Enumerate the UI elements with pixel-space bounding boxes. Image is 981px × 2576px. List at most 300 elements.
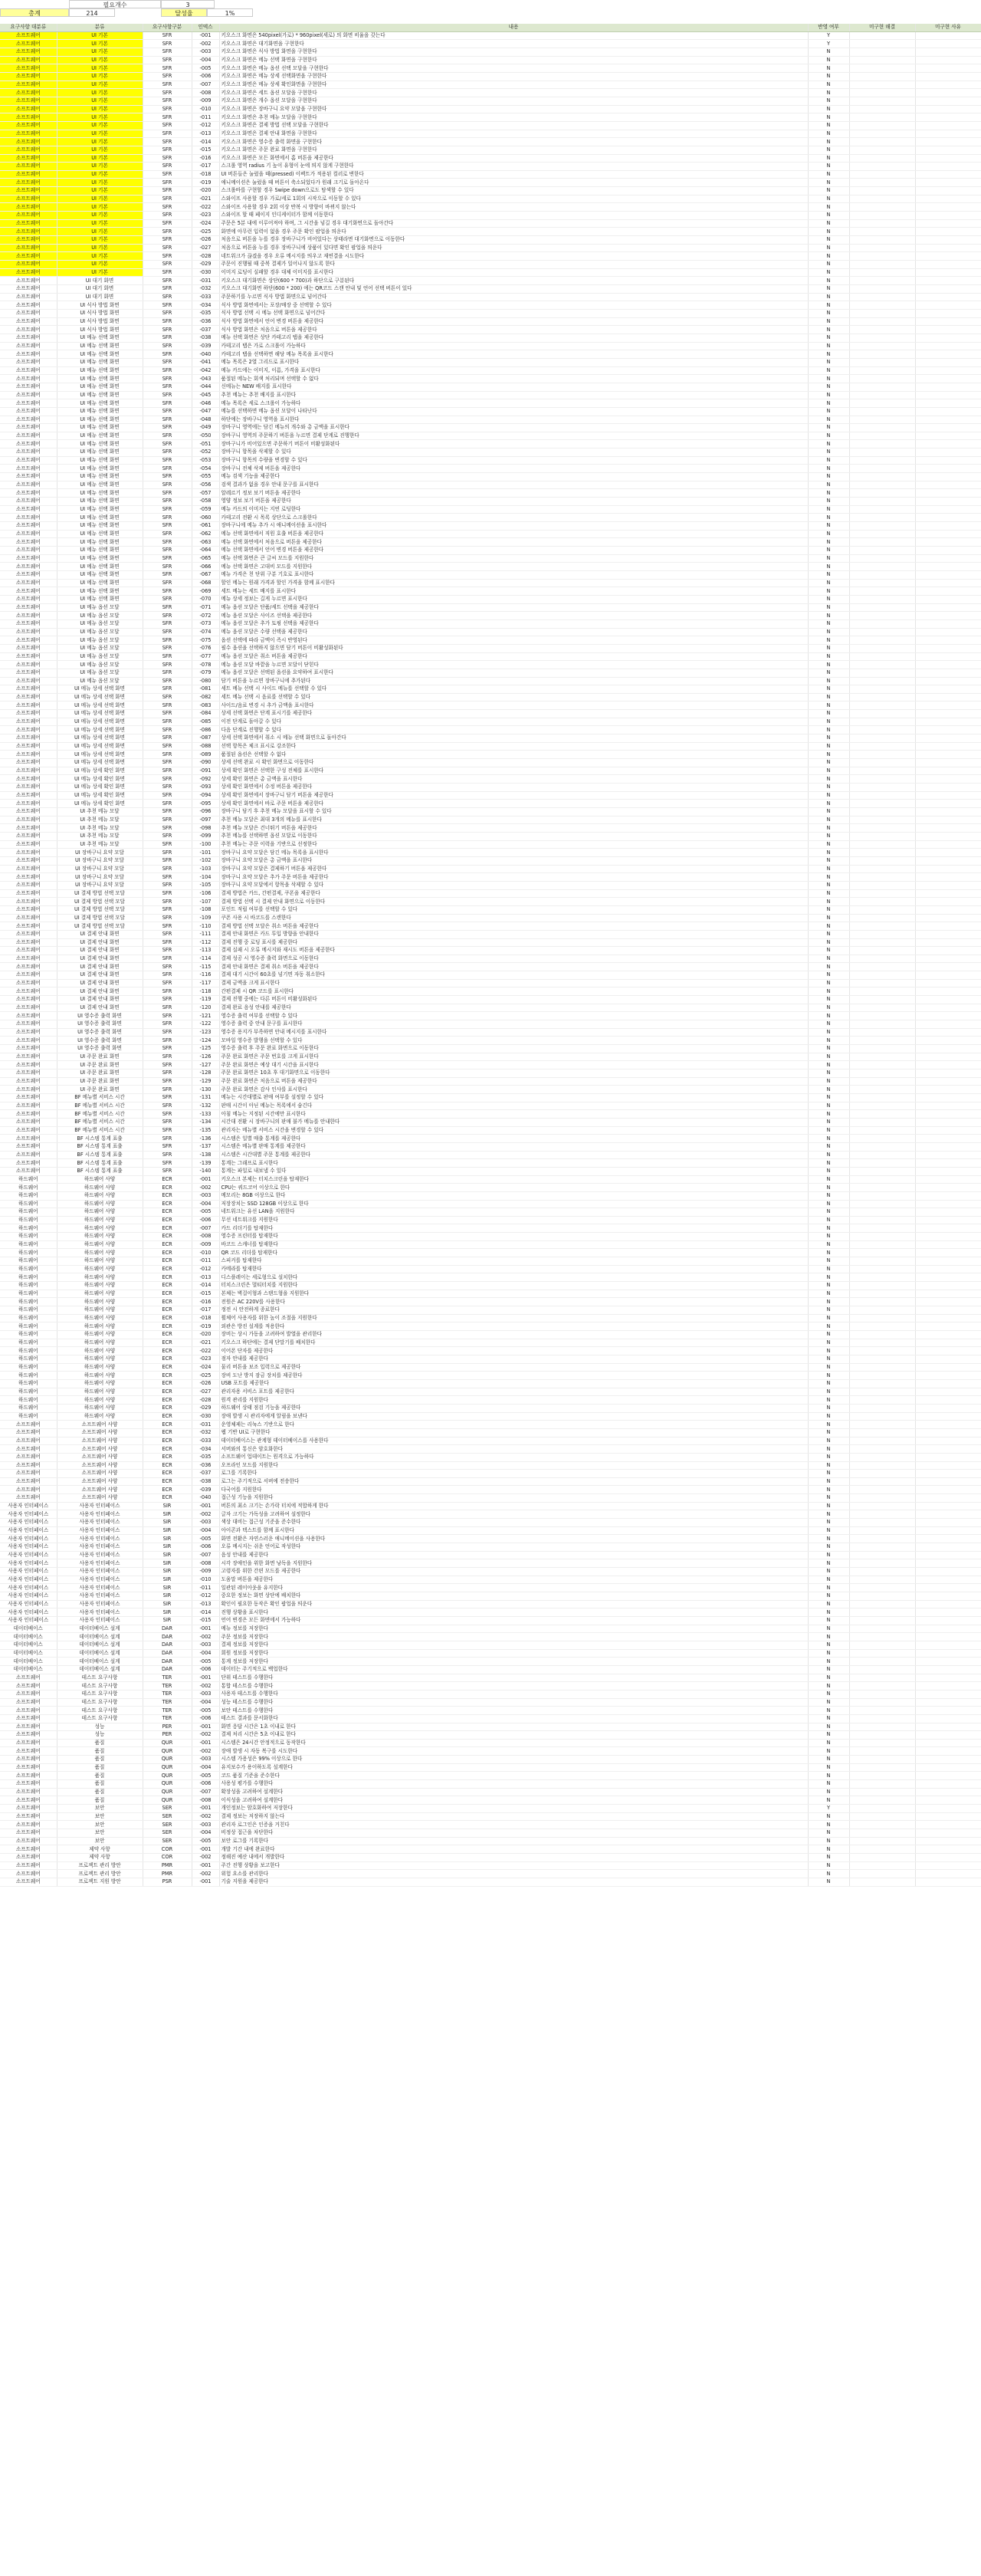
applied-cell[interactable]: N xyxy=(808,1045,849,1053)
unresolved-reason-cell[interactable] xyxy=(915,1020,981,1029)
content-cell[interactable]: 전원은 AC 220V를 사용한다 xyxy=(219,1298,808,1306)
content-cell[interactable]: 글자 크기는 가독성을 고려하여 설정한다 xyxy=(219,1510,808,1519)
unresolved-reason-cell[interactable] xyxy=(915,734,981,743)
category-cell[interactable]: 소프트웨어 xyxy=(0,261,57,269)
category-cell[interactable]: 소프트웨어 xyxy=(0,1772,57,1780)
applied-cell[interactable]: N xyxy=(808,1870,849,1878)
index-cell[interactable]: -022 xyxy=(192,1347,219,1355)
unresolved-fix-cell[interactable] xyxy=(849,1012,915,1020)
index-cell[interactable]: -062 xyxy=(192,530,219,538)
unresolved-fix-cell[interactable] xyxy=(849,856,915,865)
module-cell[interactable]: 보안 xyxy=(57,1805,143,1813)
applied-cell[interactable]: N xyxy=(808,1282,849,1290)
content-cell[interactable]: 장바구니 요약 모달은 총 금액을 표시한다 xyxy=(219,856,808,865)
content-cell[interactable]: 개발 기간 내에 완료한다 xyxy=(219,1845,808,1854)
module-cell[interactable]: UI 결제 안내 화면 xyxy=(57,938,143,947)
unresolved-reason-cell[interactable] xyxy=(915,1870,981,1878)
module-cell[interactable]: UI 기본 xyxy=(57,228,143,236)
unresolved-reason-cell[interactable] xyxy=(915,1388,981,1396)
unresolved-fix-cell[interactable] xyxy=(849,383,915,391)
content-cell[interactable]: 처음으로 버튼을 누를 경우 장바구니가 비어있다는 상태라면 대기화면으로 이동한다 xyxy=(219,236,808,245)
type-cell[interactable]: SFR xyxy=(143,391,192,399)
content-cell[interactable]: 메뉴 선택 화면은 고대비 모드를 지원한다 xyxy=(219,563,808,571)
module-cell[interactable]: UI 결제 안내 화면 xyxy=(57,971,143,980)
content-cell[interactable]: 시스템은 일별 매출 통계를 제공한다 xyxy=(219,1135,808,1143)
unresolved-reason-cell[interactable] xyxy=(915,1568,981,1576)
unresolved-fix-cell[interactable] xyxy=(849,644,915,652)
content-cell[interactable]: 결제 안내 화면은 결제 취소 버튼을 제공한다 xyxy=(219,963,808,971)
applied-cell[interactable]: N xyxy=(808,1265,849,1273)
content-cell[interactable]: 사용성 평가를 수행한다 xyxy=(219,1780,808,1789)
module-cell[interactable]: UI 장바구니 요약 모달 xyxy=(57,881,143,889)
module-cell[interactable]: 소프트웨어 사양 xyxy=(57,1445,143,1454)
applied-cell[interactable]: N xyxy=(808,1486,849,1494)
type-cell[interactable]: SIR xyxy=(143,1608,192,1617)
unresolved-fix-cell[interactable] xyxy=(849,416,915,424)
unresolved-fix-cell[interactable] xyxy=(849,570,915,579)
unresolved-fix-cell[interactable] xyxy=(849,881,915,889)
applied-cell[interactable]: N xyxy=(808,522,849,531)
applied-cell[interactable]: N xyxy=(808,481,849,489)
index-cell[interactable]: -063 xyxy=(192,538,219,547)
content-cell[interactable]: 카테고리 탭은 가로 스크롤이 가능하다 xyxy=(219,342,808,350)
unresolved-reason-cell[interactable] xyxy=(915,538,981,547)
unresolved-fix-cell[interactable] xyxy=(849,1167,915,1175)
content-cell[interactable]: 세트 메뉴 선택 시 사이드 메뉴를 선택할 수 있다 xyxy=(219,685,808,694)
category-cell[interactable]: 소프트웨어 xyxy=(0,734,57,743)
unresolved-reason-cell[interactable] xyxy=(915,309,981,317)
category-cell[interactable]: 소프트웨어 xyxy=(0,236,57,245)
content-cell[interactable]: 버튼의 최소 크기는 손가락 터치에 적합하게 한다 xyxy=(219,1502,808,1510)
content-cell[interactable]: 네트워크는 유선 LAN을 지원한다 xyxy=(219,1208,808,1217)
unresolved-fix-cell[interactable] xyxy=(849,791,915,800)
unresolved-fix-cell[interactable] xyxy=(849,1282,915,1290)
category-cell[interactable]: 소프트웨어 xyxy=(0,1854,57,1862)
category-cell[interactable]: 하드웨어 xyxy=(0,1306,57,1315)
unresolved-reason-cell[interactable] xyxy=(915,261,981,269)
index-cell[interactable]: -013 xyxy=(192,1600,219,1608)
module-cell[interactable]: BF 메뉴별 서비스 시간 xyxy=(57,1118,143,1126)
unresolved-reason-cell[interactable] xyxy=(915,1543,981,1552)
category-cell[interactable]: 소프트웨어 xyxy=(0,979,57,987)
category-cell[interactable]: 소프트웨어 xyxy=(0,742,57,751)
module-cell[interactable]: UI 메뉴 옵션 모달 xyxy=(57,636,143,645)
type-cell[interactable]: SFR xyxy=(143,48,192,56)
category-cell[interactable]: 소프트웨어 xyxy=(0,138,57,146)
unresolved-reason-cell[interactable] xyxy=(915,1396,981,1405)
category-cell[interactable]: 사용자 인터페이스 xyxy=(0,1568,57,1576)
applied-cell[interactable]: N xyxy=(808,881,849,889)
index-cell[interactable]: -041 xyxy=(192,358,219,366)
applied-cell[interactable]: N xyxy=(808,1102,849,1110)
module-cell[interactable]: 테스트 요구사항 xyxy=(57,1698,143,1707)
content-cell[interactable]: 다음 단계로 진행할 수 있다 xyxy=(219,726,808,734)
module-cell[interactable]: UI 대기 화면 xyxy=(57,277,143,285)
type-cell[interactable]: SFR xyxy=(143,840,192,849)
category-cell[interactable]: 소프트웨어 xyxy=(0,481,57,489)
applied-cell[interactable]: N xyxy=(808,212,849,220)
type-cell[interactable]: SFR xyxy=(143,791,192,800)
module-cell[interactable]: 소프트웨어 사양 xyxy=(57,1470,143,1478)
col-header[interactable]: 반영 여부 xyxy=(808,24,849,31)
unresolved-fix-cell[interactable] xyxy=(849,955,915,963)
category-cell[interactable]: 소프트웨어 xyxy=(0,767,57,775)
unresolved-reason-cell[interactable] xyxy=(915,146,981,154)
unresolved-fix-cell[interactable] xyxy=(849,1494,915,1503)
applied-cell[interactable]: N xyxy=(808,154,849,163)
index-cell[interactable]: -020 xyxy=(192,1331,219,1339)
content-cell[interactable]: 신메뉴는 NEW 배지를 표시한다 xyxy=(219,383,808,391)
category-cell[interactable]: 하드웨어 xyxy=(0,1191,57,1200)
module-cell[interactable]: 하드웨어 사양 xyxy=(57,1233,143,1241)
unresolved-reason-cell[interactable] xyxy=(915,350,981,359)
content-cell[interactable]: 영수증 용지가 부족하면 안내 메시지를 표시한다 xyxy=(219,1028,808,1037)
unresolved-fix-cell[interactable] xyxy=(849,1486,915,1494)
unresolved-reason-cell[interactable] xyxy=(915,1837,981,1845)
type-cell[interactable]: SFR xyxy=(143,979,192,987)
unresolved-reason-cell[interactable] xyxy=(915,1576,981,1584)
applied-cell[interactable]: N xyxy=(808,1224,849,1233)
type-cell[interactable]: SFR xyxy=(143,424,192,432)
unresolved-reason-cell[interactable] xyxy=(915,317,981,326)
type-cell[interactable]: SFR xyxy=(143,1020,192,1029)
applied-cell[interactable]: N xyxy=(808,1763,849,1772)
index-cell[interactable]: -138 xyxy=(192,1151,219,1159)
unresolved-fix-cell[interactable] xyxy=(849,938,915,947)
unresolved-fix-cell[interactable] xyxy=(849,1086,915,1094)
category-cell[interactable]: 소프트웨어 xyxy=(0,399,57,408)
index-cell[interactable]: -006 xyxy=(192,72,219,80)
category-cell[interactable]: 소프트웨어 xyxy=(0,595,57,603)
content-cell[interactable]: 키오스크 화면은 메뉴 상세 확인화면을 구현한다 xyxy=(219,80,808,89)
type-cell[interactable]: SFR xyxy=(143,677,192,685)
unresolved-reason-cell[interactable] xyxy=(915,1445,981,1454)
category-cell[interactable]: 소프트웨어 xyxy=(0,130,57,138)
type-cell[interactable]: ECR xyxy=(143,1388,192,1396)
index-cell[interactable]: -009 xyxy=(192,1568,219,1576)
type-cell[interactable]: SFR xyxy=(143,317,192,326)
content-cell[interactable]: 통합 테스트를 수행한다 xyxy=(219,1682,808,1691)
content-cell[interactable]: 담기 버튼을 누르면 장바구니에 추가된다 xyxy=(219,677,808,685)
index-cell[interactable]: -097 xyxy=(192,816,219,824)
index-cell[interactable]: -124 xyxy=(192,1037,219,1045)
module-cell[interactable]: UI 메뉴 상세 선택 화면 xyxy=(57,718,143,726)
content-cell[interactable]: 데이터베이스는 관계형 데이터베이스를 사용한다 xyxy=(219,1437,808,1445)
module-cell[interactable]: UI 메뉴 옵션 모달 xyxy=(57,652,143,661)
unresolved-reason-cell[interactable] xyxy=(915,456,981,465)
content-cell[interactable]: 추천 메뉴는 추천 배지를 표시한다 xyxy=(219,391,808,399)
type-cell[interactable]: SFR xyxy=(143,905,192,914)
type-cell[interactable]: ECR xyxy=(143,1184,192,1192)
module-cell[interactable]: 제약 사항 xyxy=(57,1845,143,1854)
unresolved-reason-cell[interactable] xyxy=(915,366,981,375)
applied-cell[interactable]: N xyxy=(808,1216,849,1224)
unresolved-reason-cell[interactable] xyxy=(915,1829,981,1838)
content-cell[interactable]: 결제 방법 선택 시 결제 안내 화면으로 이동한다 xyxy=(219,898,808,906)
type-cell[interactable]: ECR xyxy=(143,1175,192,1184)
index-cell[interactable]: -053 xyxy=(192,456,219,465)
type-cell[interactable]: ECR xyxy=(143,1298,192,1306)
applied-cell[interactable]: N xyxy=(808,1616,849,1625)
category-cell[interactable]: 소프트웨어 xyxy=(0,1821,57,1829)
content-cell[interactable]: 결제 진행 중 로딩 표시를 제공한다 xyxy=(219,938,808,947)
content-cell[interactable]: 사용자 테스트를 수행한다 xyxy=(219,1690,808,1698)
module-cell[interactable]: 사용자 인터페이스 xyxy=(57,1600,143,1608)
content-cell[interactable]: 결제 대기 시간이 60초를 넘기면 자동 취소한다 xyxy=(219,971,808,980)
index-cell[interactable]: -096 xyxy=(192,808,219,816)
type-cell[interactable]: PMR xyxy=(143,1861,192,1870)
applied-cell[interactable]: N xyxy=(808,244,849,252)
index-cell[interactable]: -131 xyxy=(192,1093,219,1102)
category-cell[interactable]: 소프트웨어 xyxy=(0,56,57,64)
unresolved-reason-cell[interactable] xyxy=(915,808,981,816)
category-cell[interactable]: 소프트웨어 xyxy=(0,1763,57,1772)
index-cell[interactable]: -023 xyxy=(192,212,219,220)
category-cell[interactable]: 소프트웨어 xyxy=(0,1445,57,1454)
module-cell[interactable]: UI 대기 화면 xyxy=(57,285,143,294)
category-cell[interactable]: 소프트웨어 xyxy=(0,309,57,317)
applied-cell[interactable]: N xyxy=(808,644,849,652)
unresolved-reason-cell[interactable] xyxy=(915,1012,981,1020)
category-cell[interactable]: 소프트웨어 xyxy=(0,889,57,898)
type-cell[interactable]: SER xyxy=(143,1805,192,1813)
unresolved-fix-cell[interactable] xyxy=(849,146,915,154)
type-cell[interactable]: SFR xyxy=(143,1167,192,1175)
unresolved-reason-cell[interactable] xyxy=(915,1878,981,1886)
unresolved-fix-cell[interactable] xyxy=(849,824,915,833)
unresolved-reason-cell[interactable] xyxy=(915,399,981,408)
type-cell[interactable]: ECR xyxy=(143,1470,192,1478)
category-cell[interactable]: 소프트웨어 xyxy=(0,905,57,914)
type-cell[interactable]: SFR xyxy=(143,498,192,506)
unresolved-fix-cell[interactable] xyxy=(849,587,915,596)
unresolved-fix-cell[interactable] xyxy=(849,1070,915,1078)
index-cell[interactable]: -010 xyxy=(192,1576,219,1584)
unresolved-fix-cell[interactable] xyxy=(849,40,915,48)
type-cell[interactable]: PMR xyxy=(143,1870,192,1878)
unresolved-fix-cell[interactable] xyxy=(849,800,915,808)
module-cell[interactable]: 소프트웨어 사양 xyxy=(57,1477,143,1486)
module-cell[interactable]: UI 결제 안내 화면 xyxy=(57,1004,143,1012)
index-cell[interactable]: -008 xyxy=(192,1796,219,1805)
category-cell[interactable]: 소프트웨어 xyxy=(0,105,57,113)
category-cell[interactable]: 소프트웨어 xyxy=(0,203,57,212)
unresolved-fix-cell[interactable] xyxy=(849,595,915,603)
content-cell[interactable]: 점자 안내를 제공한다 xyxy=(219,1355,808,1363)
unresolved-reason-cell[interactable] xyxy=(915,784,981,792)
applied-cell[interactable]: N xyxy=(808,775,849,784)
unresolved-fix-cell[interactable] xyxy=(849,498,915,506)
index-cell[interactable]: -005 xyxy=(192,1535,219,1543)
category-cell[interactable]: 소프트웨어 xyxy=(0,163,57,171)
content-cell[interactable]: 키오스크 화면은 영수증 출력 화면을 구현한다 xyxy=(219,138,808,146)
applied-cell[interactable]: N xyxy=(808,824,849,833)
type-cell[interactable]: SFR xyxy=(143,1061,192,1070)
type-cell[interactable]: DAR xyxy=(143,1633,192,1641)
unresolved-fix-cell[interactable] xyxy=(849,1690,915,1698)
content-cell[interactable]: 하단에는 장바구니 영역을 표시한다 xyxy=(219,416,808,424)
module-cell[interactable]: 하드웨어 사양 xyxy=(57,1314,143,1322)
unresolved-fix-cell[interactable] xyxy=(849,702,915,710)
unresolved-fix-cell[interactable] xyxy=(849,334,915,342)
applied-cell[interactable]: N xyxy=(808,1437,849,1445)
module-cell[interactable]: 품질 xyxy=(57,1756,143,1764)
unresolved-fix-cell[interactable] xyxy=(849,64,915,73)
category-cell[interactable]: 하드웨어 xyxy=(0,1290,57,1298)
unresolved-reason-cell[interactable] xyxy=(915,1037,981,1045)
type-cell[interactable]: ECR xyxy=(143,1273,192,1282)
unresolved-fix-cell[interactable] xyxy=(849,1290,915,1298)
type-cell[interactable]: SFR xyxy=(143,726,192,734)
index-cell[interactable]: -052 xyxy=(192,449,219,457)
category-cell[interactable]: 소프트웨어 xyxy=(0,170,57,179)
unresolved-fix-cell[interactable] xyxy=(849,113,915,122)
category-cell[interactable]: 소프트웨어 xyxy=(0,1437,57,1445)
category-cell[interactable]: 하드웨어 xyxy=(0,1322,57,1331)
module-cell[interactable]: BF 시스템 통계 표출 xyxy=(57,1142,143,1151)
unresolved-reason-cell[interactable] xyxy=(915,1780,981,1789)
unresolved-reason-cell[interactable] xyxy=(915,1249,981,1257)
applied-cell[interactable]: N xyxy=(808,612,849,620)
module-cell[interactable]: 데이터베이스 설계 xyxy=(57,1665,143,1674)
type-cell[interactable]: SFR xyxy=(143,456,192,465)
applied-cell[interactable]: N xyxy=(808,489,849,498)
applied-cell[interactable]: N xyxy=(808,570,849,579)
index-cell[interactable]: -076 xyxy=(192,644,219,652)
content-cell[interactable]: 상세 선택 완료 시 확인 화면으로 이동한다 xyxy=(219,759,808,767)
unresolved-reason-cell[interactable] xyxy=(915,1658,981,1666)
applied-cell[interactable]: N xyxy=(808,1142,849,1151)
unresolved-fix-cell[interactable] xyxy=(849,1576,915,1584)
type-cell[interactable]: SFR xyxy=(143,767,192,775)
module-cell[interactable]: BF 메뉴별 서비스 시간 xyxy=(57,1093,143,1102)
content-cell[interactable]: 음성 안내를 제공한다 xyxy=(219,1551,808,1559)
type-cell[interactable]: SFR xyxy=(143,179,192,187)
unresolved-fix-cell[interactable] xyxy=(849,326,915,334)
unresolved-reason-cell[interactable] xyxy=(915,285,981,294)
type-cell[interactable]: SIR xyxy=(143,1510,192,1519)
content-cell[interactable]: 회원 정보를 저장한다 xyxy=(219,1649,808,1658)
unresolved-fix-cell[interactable] xyxy=(849,97,915,105)
unresolved-fix-cell[interactable] xyxy=(849,179,915,187)
applied-cell[interactable]: N xyxy=(808,898,849,906)
type-cell[interactable]: SFR xyxy=(143,138,192,146)
unresolved-reason-cell[interactable] xyxy=(915,898,981,906)
type-cell[interactable]: SFR xyxy=(143,873,192,882)
unresolved-fix-cell[interactable] xyxy=(849,1421,915,1429)
category-cell[interactable]: 소프트웨어 xyxy=(0,1829,57,1838)
index-cell[interactable]: -022 xyxy=(192,203,219,212)
content-cell[interactable]: 품절된 메뉴는 회색 처리되며 선택할 수 없다 xyxy=(219,375,808,383)
module-cell[interactable]: UI 메뉴 선택 화면 xyxy=(57,522,143,531)
category-cell[interactable]: 소프트웨어 xyxy=(0,1461,57,1470)
applied-cell[interactable]: N xyxy=(808,1519,849,1527)
type-cell[interactable]: SFR xyxy=(143,856,192,865)
applied-cell[interactable]: N xyxy=(808,759,849,767)
type-cell[interactable]: SFR xyxy=(143,996,192,1004)
unresolved-reason-cell[interactable] xyxy=(915,718,981,726)
unresolved-fix-cell[interactable] xyxy=(849,1142,915,1151)
module-cell[interactable]: 품질 xyxy=(57,1747,143,1756)
unresolved-fix-cell[interactable] xyxy=(849,187,915,196)
unresolved-fix-cell[interactable] xyxy=(849,1796,915,1805)
category-cell[interactable]: 소프트웨어 xyxy=(0,759,57,767)
category-cell[interactable]: 소프트웨어 xyxy=(0,1494,57,1503)
index-cell[interactable]: -008 xyxy=(192,1559,219,1568)
content-cell[interactable]: 다국어를 지원한다 xyxy=(219,1486,808,1494)
index-cell[interactable]: -105 xyxy=(192,881,219,889)
type-cell[interactable]: SFR xyxy=(143,244,192,252)
category-cell[interactable]: 소프트웨어 xyxy=(0,685,57,694)
index-cell[interactable]: -004 xyxy=(192,1763,219,1772)
module-cell[interactable]: UI 메뉴 선택 화면 xyxy=(57,481,143,489)
unresolved-reason-cell[interactable] xyxy=(915,1461,981,1470)
unresolved-reason-cell[interactable] xyxy=(915,1282,981,1290)
unresolved-fix-cell[interactable] xyxy=(849,628,915,636)
category-cell[interactable]: 하드웨어 xyxy=(0,1216,57,1224)
category-cell[interactable]: 소프트웨어 xyxy=(0,808,57,816)
col-header[interactable]: 요구사항구분 xyxy=(143,24,192,31)
applied-cell[interactable]: N xyxy=(808,1298,849,1306)
unresolved-fix-cell[interactable] xyxy=(849,342,915,350)
unresolved-fix-cell[interactable] xyxy=(849,1723,915,1731)
module-cell[interactable]: UI 기본 xyxy=(57,187,143,196)
module-cell[interactable]: UI 결제 방법 선택 모달 xyxy=(57,889,143,898)
module-cell[interactable]: UI 추천 메뉴 모달 xyxy=(57,832,143,840)
category-cell[interactable]: 하드웨어 xyxy=(0,1331,57,1339)
applied-cell[interactable]: N xyxy=(808,554,849,563)
unresolved-fix-cell[interactable] xyxy=(849,612,915,620)
unresolved-reason-cell[interactable] xyxy=(915,767,981,775)
type-cell[interactable]: SFR xyxy=(143,661,192,669)
type-cell[interactable]: SFR xyxy=(143,375,192,383)
category-cell[interactable]: 소프트웨어 xyxy=(0,1142,57,1151)
applied-cell[interactable]: N xyxy=(808,742,849,751)
unresolved-reason-cell[interactable] xyxy=(915,56,981,64)
unresolved-reason-cell[interactable] xyxy=(915,1551,981,1559)
unresolved-reason-cell[interactable] xyxy=(915,1861,981,1870)
content-cell[interactable]: 메뉴 목록은 2열 그리드로 표시한다 xyxy=(219,358,808,366)
content-cell[interactable]: 소프트웨어 업데이트는 원격으로 가능하다 xyxy=(219,1453,808,1461)
applied-cell[interactable]: N xyxy=(808,1208,849,1217)
unresolved-reason-cell[interactable] xyxy=(915,1453,981,1461)
unresolved-fix-cell[interactable] xyxy=(849,89,915,97)
unresolved-reason-cell[interactable] xyxy=(915,840,981,849)
module-cell[interactable]: UI 메뉴 선택 화면 xyxy=(57,465,143,473)
type-cell[interactable]: SFR xyxy=(143,1077,192,1086)
category-cell[interactable]: 데이터베이스 xyxy=(0,1649,57,1658)
type-cell[interactable]: TER xyxy=(143,1707,192,1715)
applied-cell[interactable]: N xyxy=(808,187,849,196)
category-cell[interactable]: 데이터베이스 xyxy=(0,1641,57,1649)
type-cell[interactable]: QUR xyxy=(143,1788,192,1796)
unresolved-reason-cell[interactable] xyxy=(915,570,981,579)
applied-cell[interactable]: N xyxy=(808,1780,849,1789)
category-cell[interactable]: 하드웨어 xyxy=(0,1355,57,1363)
index-cell[interactable]: -025 xyxy=(192,228,219,236)
unresolved-reason-cell[interactable] xyxy=(915,1796,981,1805)
applied-cell[interactable]: N xyxy=(808,693,849,702)
module-cell[interactable]: UI 메뉴 선택 화면 xyxy=(57,498,143,506)
module-cell[interactable]: UI 메뉴 상세 선택 화면 xyxy=(57,734,143,743)
module-cell[interactable]: UI 메뉴 선택 화면 xyxy=(57,375,143,383)
content-cell[interactable]: 쿠폰 사용 시 바코드를 스캔한다 xyxy=(219,914,808,922)
type-cell[interactable]: ECR xyxy=(143,1404,192,1412)
unresolved-fix-cell[interactable] xyxy=(849,579,915,587)
module-cell[interactable]: 테스트 요구사항 xyxy=(57,1690,143,1698)
unresolved-reason-cell[interactable] xyxy=(915,1477,981,1486)
applied-cell[interactable]: N xyxy=(808,1339,849,1347)
